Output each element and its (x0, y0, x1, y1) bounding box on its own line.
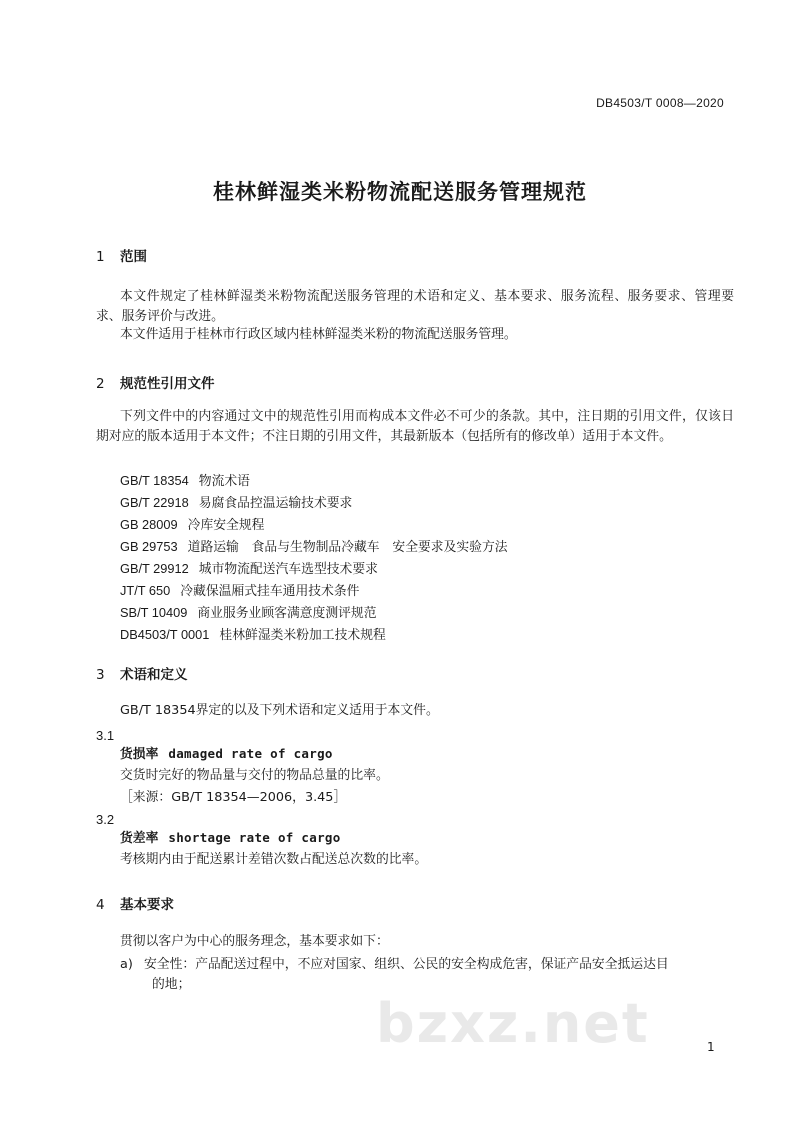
reference-item (120, 559, 378, 580)
reference-code: SB/T 10409 (120, 605, 188, 620)
term-chinese: 货差率 (120, 831, 159, 846)
reference-item (120, 603, 377, 624)
list-item-continuation: 的地； (152, 977, 191, 992)
reference-code: JT/T 650 (120, 583, 171, 598)
section-3-heading (96, 663, 188, 683)
standard-code: DB4503/T 0008—2020 (596, 96, 724, 110)
section-title: 范围 (120, 249, 147, 265)
reference-title: 易腐食品控温运输技术要求 (198, 496, 353, 511)
scope-paragraph-1: 本文件规定了桂林鲜湿类米粉物流配送服务管理的术语和定义、基本要求、服务流程、服务要求、管理要求、服务评价与改进。 (96, 289, 734, 324)
requirements-intro: 贯彻以客户为中心的服务理念，基本要求如下： (120, 934, 389, 949)
section-title: 术语和定义 (120, 667, 188, 683)
watermark-logo: bzxz.net (376, 992, 650, 1055)
section-4-heading (96, 893, 174, 913)
scope-paragraph-2: 本文件适用于桂林市行政区域内桂林鲜湿类米粉的物流配送服务管理。 (120, 327, 517, 342)
section-2-heading (96, 372, 215, 392)
section-title: 规范性引用文件 (120, 376, 215, 392)
reference-title: 商业服务业顾客满意度测评规范 (197, 606, 377, 621)
term-number: 3.2 (96, 812, 115, 827)
term-heading (120, 744, 333, 765)
term-heading (120, 828, 341, 849)
reference-item (120, 471, 250, 492)
reference-title: 冷库安全规程 (187, 518, 265, 533)
section-number: 3 (96, 667, 105, 683)
list-marker: a) (120, 957, 133, 972)
term-definition: 考核期内由于配送累计差错次数占配送总次数的比率。 (120, 852, 428, 867)
list-item-text: 安全性：产品配送过程中，不应对国家、组织、公民的安全构成危害，保证产品安全抵运达目 (144, 957, 669, 972)
reference-code: GB 28009 (120, 517, 178, 532)
document-title: 桂林鲜湿类米粉物流配送服务管理规范 (213, 180, 587, 204)
list-item (120, 955, 669, 975)
terms-intro: GB/T 18354界定的以及下列术语和定义适用于本文件。 (120, 703, 439, 718)
page-number: 1 (707, 1040, 715, 1054)
reference-code: GB/T 29912 (120, 561, 189, 576)
section-number: 1 (96, 249, 105, 265)
reference-item (120, 493, 352, 514)
reference-title: 道路运输 食品与生物制品冷藏车 安全要求及实验方法 (187, 540, 508, 555)
term-number: 3.1 (96, 728, 115, 743)
term-english: shortage rate of cargo (168, 830, 341, 845)
references-intro: 下列文件中的内容通过文中的规范性引用而构成本文件必不可少的条款。其中，注日期的引用文件，仅该日期对应的版本适用于本文件；不注日期的引用文件，其最新版本（包括所有的修改单）适用于本文件。 (96, 409, 734, 444)
section-1-heading (96, 245, 147, 265)
reference-code: DB4503/T 0001 (120, 627, 210, 642)
reference-item (120, 537, 508, 558)
reference-item (120, 625, 386, 646)
reference-item (120, 581, 359, 602)
reference-title: 桂林鲜湿类米粉加工技术规程 (219, 628, 386, 643)
term-definition: 交货时完好的物品量与交付的物品总量的比率。 (120, 768, 389, 783)
section-title: 基本要求 (120, 897, 174, 913)
reference-title: 冷藏保温厢式挂车通用技术条件 (180, 584, 360, 599)
term-english: damaged rate of cargo (168, 746, 333, 761)
term-source: ［来源：GB/T 18354—2006，3.45］ (120, 790, 347, 805)
reference-code: GB 29753 (120, 539, 178, 554)
reference-title: 物流术语 (198, 474, 250, 489)
reference-code: GB/T 22918 (120, 495, 189, 510)
reference-title: 城市物流配送汽车选型技术要求 (198, 562, 378, 577)
reference-code: GB/T 18354 (120, 473, 189, 488)
section-number: 4 (96, 897, 105, 913)
section-number: 2 (96, 376, 105, 392)
term-chinese: 货损率 (120, 747, 159, 762)
reference-item (120, 515, 264, 536)
